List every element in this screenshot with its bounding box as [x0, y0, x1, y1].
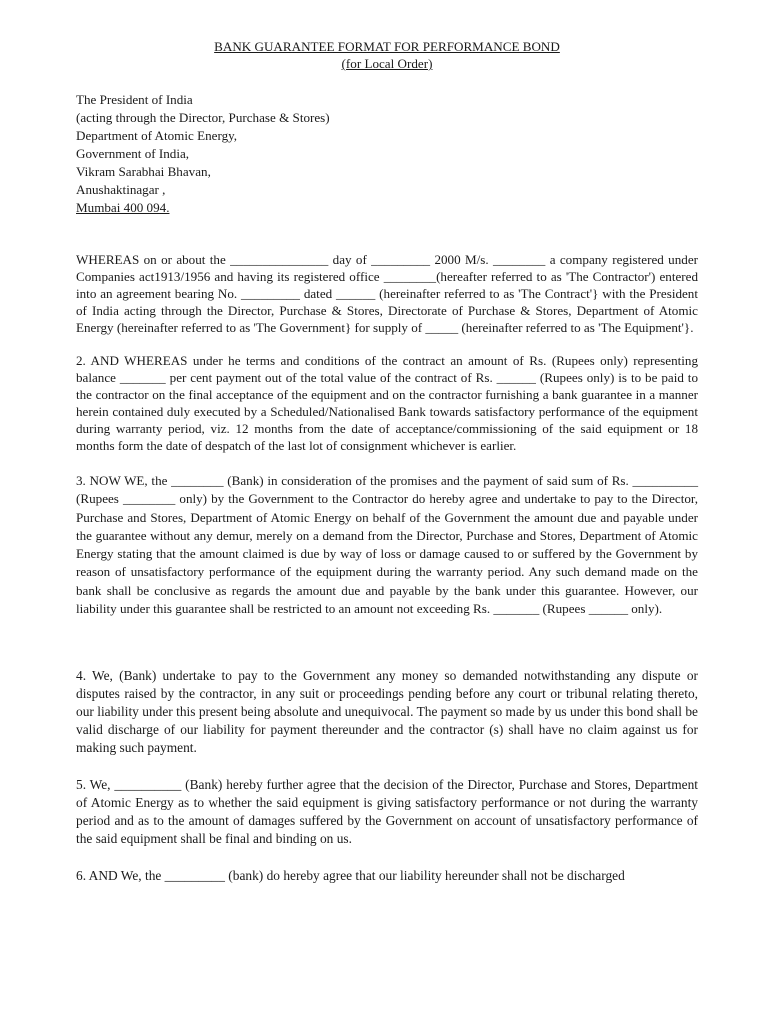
- addressee-block: [76, 91, 698, 217]
- address-line: Vikram Sarabhai Bhavan,: [76, 164, 211, 179]
- address-line: Anushaktinagar ,: [76, 182, 166, 197]
- address-line: The President of India: [76, 92, 193, 107]
- document-subtitle: (for Local Order): [341, 56, 433, 71]
- document-title: BANK GUARANTEE FORMAT FOR PERFORMANCE BOND: [214, 39, 560, 54]
- paragraph-5: 5. We, __________ (Bank) hereby further agree that the decision of the Director, Purchase and Stores, Department of Atomic Energy as to whether the said equipment is giving satisfactory performance or not during the warranty period and as to the amount of damages suffered by the Government on account of unsatisfactory performance of the said equipment shall be final and binding on us.: [76, 777, 698, 847]
- paragraph-whereas: WHEREAS on or about the _______________ day of _________ 2000 M/s. ________ a company registered under Companies act1913/1956 and having its registered office ________(hereafter referred to as 'The Contractor') entered into an agreement bearing No. _________ dated ______ (hereinafter referred to as 'The Contract'} with the President of India acting through the Director, Purchase & Stores, Directorate of Purchase & Stores, Department of Atomic Energy (hereinafter referred to as 'The Government} for supply of _____ (hereinafter referred to as 'The Equipment'}.: [76, 252, 698, 335]
- paragraph-6: 6. AND We, the _________ (bank) do hereby agree that our liability hereunder shall not be discharged: [76, 868, 625, 884]
- address-line: Department of Atomic Energy,: [76, 128, 238, 143]
- paragraph-2: 2. AND WHEREAS under he terms and conditions of the contract an amount of Rs. (Rupees only) representing balance _______ per cent payment out of the total value of the contract of Rs. ______ (Rupees only) is to be paid to the contractor on the final acceptance of the equipment and on the contractor furnishing a bank guarantee in a manner herein contained duly executed by a Scheduled/Nationalised Bank towards satisfactory performance of the equipment during warranty period, viz. 12 months from the date of acceptance/commissioning of the said equipment or 18 months form the date of despatch of the last lot of consignment whichever is earlier.: [76, 353, 698, 453]
- address-line: (acting through the Director, Purchase & Stores): [76, 110, 330, 125]
- paragraph-4: 4. We, (Bank) undertake to pay to the Government any money so demanded notwithstanding any dispute or disputes raised by the contractor, in any suit or proceedings pending before any court or tribunal relating thereto, our liability under this present being absolute and unequivocal. The payment so made by us under this bond shall be valid discharge of our liability for payment thereunder and the contractor (s) shall have no claim against us for making such payment.: [76, 668, 698, 756]
- address-line-city: Mumbai 400 094.: [76, 200, 170, 215]
- address-line: Government of India,: [76, 146, 190, 161]
- document-page: [76, 38, 698, 885]
- paragraph-3: 3. NOW WE, the ________ (Bank) in consideration of the promises and the payment of said sum of Rs. __________ (Rupees ________ only) by the Government to the Contractor do hereby agree and undertake to pay to the Director, Purchase and Stores, Department of Atomic Energy on behalf of the Government the amount due and payable under the guarantee without any demur, merely on a demand from the Director, Purchase and Stores, Department of Atomic Energy stating that the amount claimed is due by way of loss or damage caused to or suffered by the Government by reason of unsatisfactory performance of the equipment during the warranty period. Any such demand made on the bank shall be conclusive as regards the amount due and payable by the bank under this guarantee. However, our liability under this guarantee shall be restricted to an amount not exceeding Rs. _______ (Rupees ______ only).: [76, 473, 698, 617]
